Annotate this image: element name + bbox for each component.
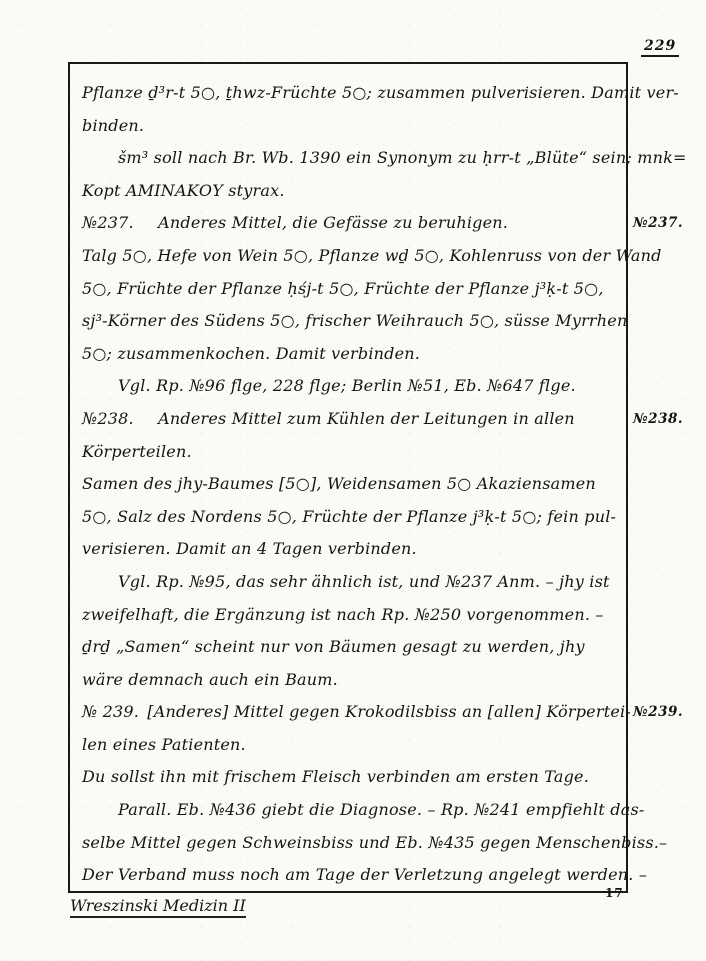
manuscript-line: zweifelhaft, die Ergänzung ist nach Rp. №250 vorgenommen. – — [82, 604, 604, 624]
manuscript-line: №238. Anderes Mittel zum Kühlen der Leitungen in allen №238. — [82, 403, 624, 436]
manuscript-line: Du sollst ihn mit frischem Fleisch verbinden am ersten Tage. — [82, 767, 589, 787]
manuscript-line: wäre demnach auch ein Baum. — [82, 669, 338, 689]
manuscript-line: 5○, Salz des Nordens 5○, Früchte der Pflanze j³ḳ-t 5○; fein pul- — [82, 506, 617, 526]
footer-book-title: Wreszinski Medizin II — [70, 896, 246, 918]
manuscript-line: len eines Patienten. — [82, 734, 246, 754]
manuscript-line: sj³-Körner des Südens 5○, frischer Weihrauch 5○, süsse Myrrhen — [82, 311, 628, 331]
manuscript-line: Pflanze ḏ³r-t 5○, ṯhwz-Früchte 5○; zusammen pulverisieren. Damit ver- — [82, 83, 679, 102]
manuscript-line: Talg 5○, Hefe von Wein 5○, Pflanze wḏ 5○, Kohlenruss von der Wand — [82, 245, 662, 265]
footer-signature-number: 17 — [605, 886, 624, 900]
manuscript-line: šm³ soll nach Br. Wb. 1390 ein Synonym zu ḥrr-t „Blüte“ sein; mnk= — [118, 148, 687, 168]
manuscript-line: Kopt ΑΜΙΝΑΚΟΥ styrax. — [82, 180, 285, 200]
manuscript-line: Vgl. Rp. №95, das sehr ähnlich ist, und №237 Anm. – jhy ist — [118, 571, 610, 591]
margin-section-number: №237. — [633, 215, 684, 232]
manuscript-line: Vgl. Rp. №96 flge, 228 flge; Berlin №51, Eb. №647 flge. — [118, 376, 576, 396]
manuscript-line: Samen des jhy-Baumes [5○], Weidensamen 5○ Akaziensamen — [82, 474, 596, 494]
manuscript-line: binden. — [82, 115, 145, 135]
manuscript-line: 5○; zusammenkochen. Damit verbinden. — [82, 343, 421, 363]
page-number: 229 — [641, 38, 679, 57]
manuscript-line: Parall. Eb. №436 giebt die Diagnose. – Rp. №241 empfiehlt das- — [118, 800, 645, 820]
manuscript-lines — [82, 77, 687, 892]
manuscript-line: 5○, Früchte der Pflanze ḥśj-t 5○, Früchte der Pflanze j³ḳ-t 5○, — [82, 278, 604, 298]
margin-section-number: №238. — [633, 410, 684, 427]
manuscript-line: ḏrḏ „Samen“ scheint nur von Bäumen gesagt zu werden, jhy — [82, 637, 585, 657]
margin-section-number: №239. — [633, 704, 684, 721]
manuscript-line: №237. Anderes Mittel, die Gefässe zu beruhigen. №237. — [82, 207, 624, 240]
manuscript-line: verisieren. Damit an 4 Tagen verbinden. — [82, 539, 417, 559]
manuscript-line: Körperteilen. — [82, 441, 192, 461]
manuscript-line: № 239. [Anderes] Mittel gegen Krokodilsbiss an [allen] Körpertei- №239. — [82, 696, 624, 729]
manuscript-line: selbe Mittel gegen Schweinsbiss und Eb. №435 gegen Menschenbiss.– — [82, 832, 668, 852]
manuscript-line: Der Verband muss noch am Tage der Verletzung angelegt werden. – — [82, 865, 648, 885]
